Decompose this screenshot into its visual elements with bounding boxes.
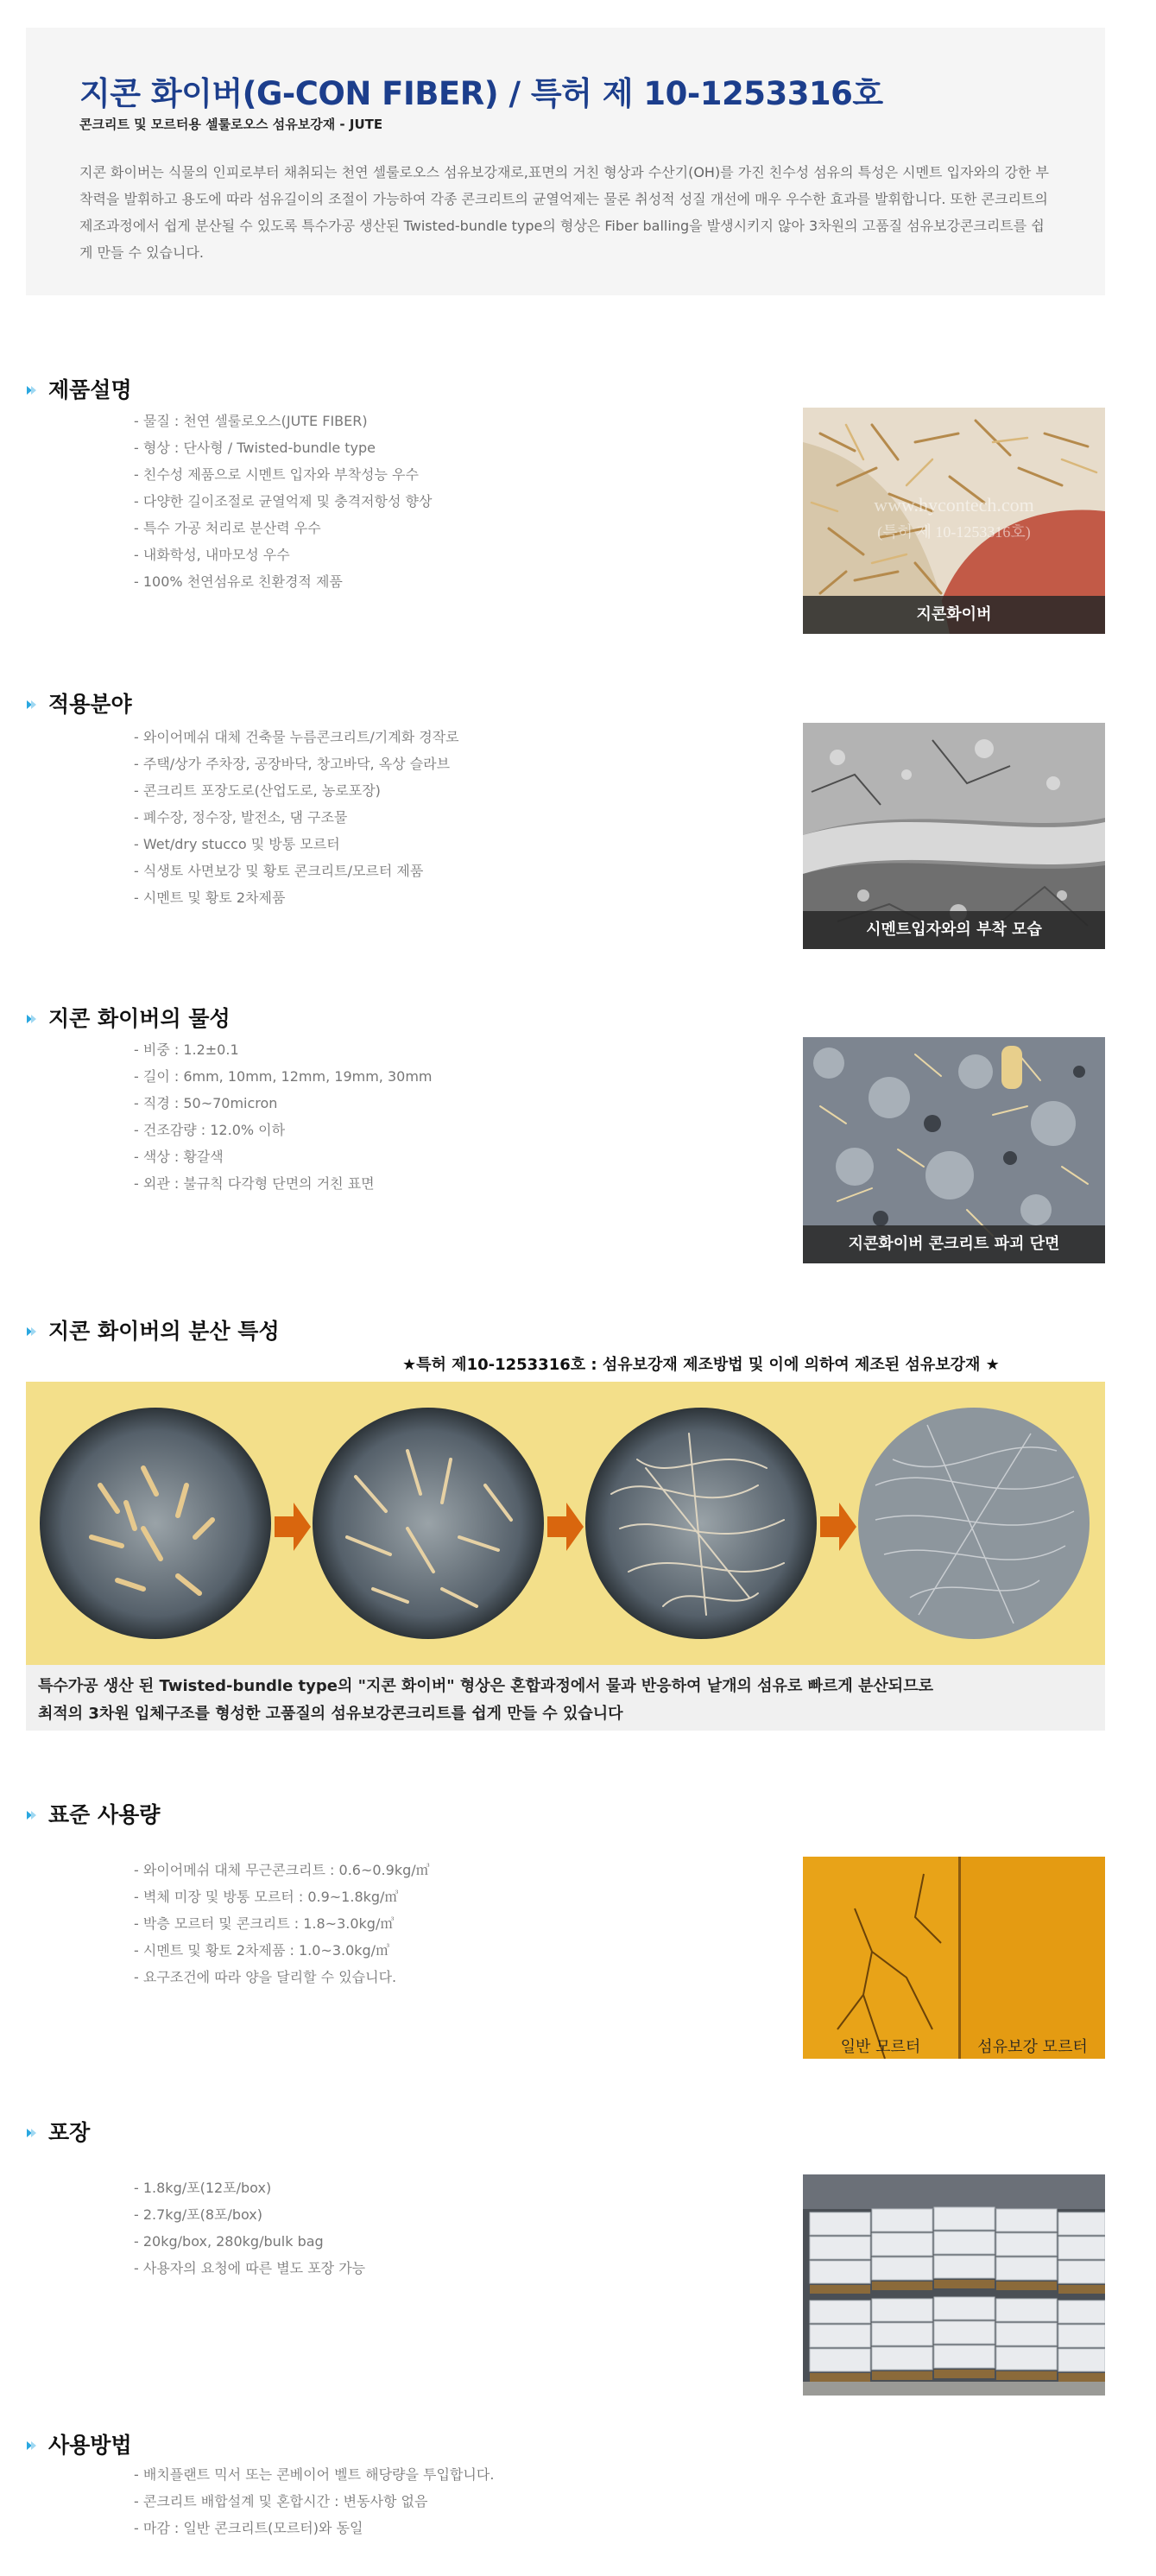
list-item: - 길이 : 6mm, 10mm, 12mm, 19mm, 30mm <box>134 1068 433 1085</box>
section-title-text: 표준 사용량 <box>48 1802 161 1827</box>
list-item: - 콘크리트 포장도로(산업도로, 농로포장) <box>134 782 381 799</box>
dispersion-stage-3 <box>585 1408 817 1639</box>
dispersion-stage-2 <box>313 1408 544 1639</box>
dispersion-stage-4 <box>858 1408 1090 1639</box>
fracture-photo <box>803 1037 1105 1263</box>
dispersion-description <box>26 1665 1105 1731</box>
list-item: - 콘크리트 배합설계 및 혼합시간 : 변동사항 없음 <box>134 2493 428 2510</box>
product-list <box>134 408 432 595</box>
list-item: - 친수성 제품으로 시멘트 입자와 부착성능 우수 <box>134 466 419 483</box>
packaging-list <box>134 2174 365 2282</box>
list-item: - 내화학성, 내마모성 우수 <box>134 547 290 563</box>
section-bullet-icon <box>26 1809 38 1821</box>
list-item: - 100% 천연섬유로 친환경적 제품 <box>134 573 343 590</box>
section-bullet-icon <box>26 1013 38 1025</box>
list-item: - 마감 : 일반 콘크리트(모르터)와 동일 <box>134 2520 363 2536</box>
list-item: - 건조감량 : 12.0% 이하 <box>134 1122 286 1138</box>
dispersion-stage-1 <box>40 1408 271 1639</box>
section-title-text: 포장 <box>48 2120 91 2145</box>
photo-caption: 지콘화이버 <box>803 596 1105 634</box>
list-item: - 벽체 미장 및 방통 모르터 : 0.9~1.8kg/㎥ <box>134 1889 399 1905</box>
section-bullet-icon <box>26 699 38 711</box>
list-item: - 형상 : 단사형 / Twisted-bundle type <box>134 440 376 456</box>
list-item: - 폐수장, 정수장, 발전소, 댐 구조물 <box>134 809 348 826</box>
properties-list <box>134 1036 433 1197</box>
list-item: - 비중 : 1.2±0.1 <box>134 1041 239 1058</box>
list-item: - 와이어메쉬 대체 건축물 누름콘크리트/기계화 경작로 <box>134 729 459 745</box>
section-title-application <box>26 687 132 718</box>
list-item: - 시멘트 및 황토 2차제품 : 1.0~3.0kg/㎥ <box>134 1942 390 1959</box>
page-subtitle: 콘크리트 및 모르터용 셀룰로오스 섬유보강재 - JUTE <box>79 117 383 132</box>
usage-list <box>134 1857 430 1991</box>
section-bullet-icon <box>26 1326 38 1338</box>
mortar-label-fiber: 섬유보강 모르터 <box>977 2038 1088 2056</box>
arrow-right-icon <box>275 1503 311 1551</box>
section-title-dispersion <box>26 1314 280 1345</box>
dispersion-text-line-2: 최적의 3차원 입체구조를 형성한 고품질의 섬유보강콘크리트를 쉽게 만들 수 있습니다 <box>38 1705 623 1723</box>
arrow-right-icon <box>547 1503 584 1551</box>
arrow-right-icon <box>820 1503 856 1551</box>
list-item: - 색상 : 황갈색 <box>134 1149 224 1165</box>
section-title-method <box>26 2428 132 2459</box>
list-item: - 20kg/box, 280kg/bulk bag <box>134 2233 324 2250</box>
list-item: - 사용자의 요청에 따른 별도 포장 가능 <box>134 2260 366 2276</box>
section-title-text: 제품설명 <box>48 377 132 402</box>
photo-caption: 시멘트입자와의 부착 모습 <box>803 911 1105 949</box>
section-title-packaging <box>26 2116 90 2147</box>
warehouse-photo <box>803 2174 1105 2396</box>
section-title-text: 사용방법 <box>48 2433 132 2458</box>
dispersion-band <box>26 1382 1105 1665</box>
section-title-properties <box>26 1002 231 1033</box>
section-bullet-icon <box>26 384 38 396</box>
sem-photo <box>803 723 1105 949</box>
list-item: - Wet/dry stucco 및 방통 모르터 <box>134 836 340 852</box>
list-item: - 박층 모르터 및 콘크리트 : 1.8~3.0kg/㎥ <box>134 1915 395 1932</box>
list-item: - 와이어메쉬 대체 무근콘크리트 : 0.6~0.9kg/㎥ <box>134 1862 430 1878</box>
list-item: - 직경 : 50~70micron <box>134 1095 278 1111</box>
list-item: - 배치플랜트 믹서 또는 콘베이어 벨트 해당량을 투입합니다. <box>134 2466 495 2483</box>
photo-caption: 지콘화이버 콘크리트 파괴 단면 <box>803 1225 1105 1263</box>
list-item: - 주택/상가 주차장, 공장바닥, 창고바닥, 옥상 슬라브 <box>134 756 451 772</box>
application-list <box>134 724 459 911</box>
section-title-text: 지콘 화이버의 물성 <box>48 1006 231 1031</box>
method-list <box>134 2461 494 2541</box>
watermark-patent: (특허 제 10-1253316호) <box>877 523 1031 541</box>
mortar-label-plain: 일반 모르터 <box>840 2038 921 2056</box>
list-item: - 다양한 길이조절로 균열억제 및 충격저항성 향상 <box>134 493 433 510</box>
page-title: 지콘 화이버(G-CON FIBER) / 특허 제 10-1253316호 <box>79 75 883 112</box>
section-bullet-icon <box>26 2127 38 2139</box>
list-item: - 특수 가공 처리로 분산력 우수 <box>134 520 321 536</box>
list-item: - 2.7kg/포(8포/box) <box>134 2206 263 2223</box>
list-item: - 시멘트 및 황토 2차제품 <box>134 889 286 906</box>
section-title-text: 지콘 화이버의 분산 특성 <box>48 1319 280 1344</box>
list-item: - 물질 : 천연 셀룰로오스(JUTE FIBER) <box>134 413 368 429</box>
product-photo <box>803 408 1105 634</box>
section-bullet-icon <box>26 2440 38 2452</box>
section-title-text: 적용분야 <box>48 692 132 717</box>
list-item: - 요구조건에 따라 양을 달리할 수 있습니다. <box>134 1969 397 1985</box>
section-title-product <box>26 373 132 404</box>
dispersion-text-line-1: 특수가공 생산 된 Twisted-bundle type의 "지콘 화이버" 형상은 혼합과정에서 물과 반응하여 낱개의 섬유로 빠르게 분산되므로 <box>38 1677 933 1695</box>
watermark-url: www.hycontech.com <box>874 494 1034 516</box>
mortar-comparison-photo <box>803 1857 1105 2059</box>
section-title-usage <box>26 1798 160 1829</box>
intro-description: 지콘 화이버는 식물의 인피로부터 채취되는 천연 셀룰로오스 섬유보강재로,표면의 거친 형상과 수산기(OH)를 가진 친수성 섬유의 특성은 시멘트 입자와의 강한 부착력을 발휘하고 용도에 따라 섬유길이의 조절이 가능하여 각종 콘크리트의 균열억제는 물론 취성적 성질 개선에 매우 우수한 효과를 발휘합니다. 또한 콘크리트의 제조과정에서 쉽게 분산될 수 있도록 특수가공 생산된 Twisted-bundle type의 형상은 Fiber balling을 발생시키지 않아 3차원의 고품질 섬유보강콘크리트를 쉽게 만들 수 있습니다. <box>79 164 1049 261</box>
list-item: - 식생토 사면보강 및 황토 콘크리트/모르터 제품 <box>134 863 424 879</box>
patent-note: ★특허 제10-1253316호 : 섬유보강재 제조방법 및 이에 의하여 제조된 섬유보강재 ★ <box>402 1356 1000 1374</box>
list-item: - 1.8kg/포(12포/box) <box>134 2180 272 2196</box>
list-item: - 외관 : 불규칙 다각형 단면의 거친 표면 <box>134 1175 375 1192</box>
